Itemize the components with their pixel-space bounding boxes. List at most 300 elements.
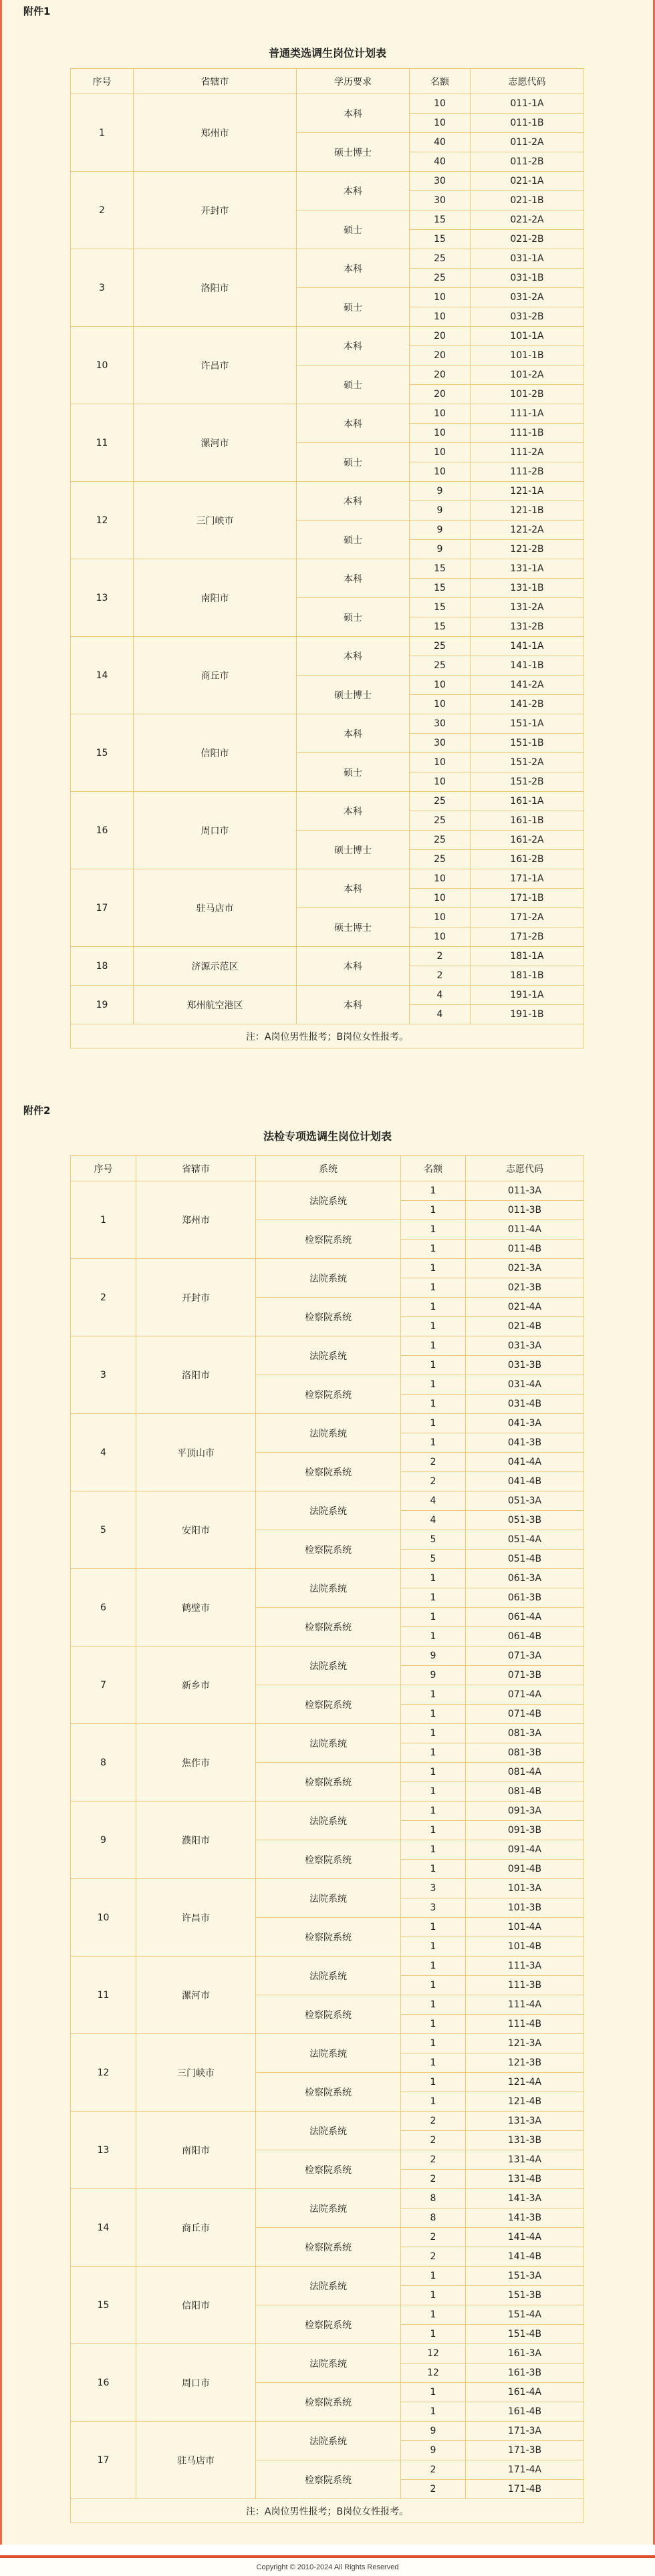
application-code: 121-4A xyxy=(466,2073,584,2092)
education-requirement: 硕士 xyxy=(297,598,410,637)
quota: 2 xyxy=(401,1453,466,1472)
city-name: 濮阳市 xyxy=(136,1802,256,1879)
table1-title: 普通类选调生岗位计划表 xyxy=(268,47,386,59)
table-row xyxy=(71,482,584,501)
table-court-procuratorate-selection xyxy=(70,1155,584,2523)
system-name: 检察院系统 xyxy=(256,1298,401,1336)
application-code: 151-4B xyxy=(466,2325,584,2344)
city-name: 信阳市 xyxy=(134,714,297,792)
system-name: 法院系统 xyxy=(256,2344,401,2383)
system-name: 检察院系统 xyxy=(256,1453,401,1491)
application-code: 011-3B xyxy=(466,1201,584,1220)
quota: 10 xyxy=(410,676,471,695)
city-name: 焦作市 xyxy=(136,1724,256,1802)
application-code: 121-1A xyxy=(471,482,584,501)
quota: 9 xyxy=(401,1647,466,1666)
application-code: 131-4A xyxy=(466,2150,584,2170)
quota: 10 xyxy=(410,695,471,714)
education-requirement: 本科 xyxy=(297,986,410,1024)
application-code: 171-2A xyxy=(471,908,584,927)
quota: 9 xyxy=(401,2441,466,2460)
quota: 1 xyxy=(401,1240,466,1259)
application-code: 161-3A xyxy=(466,2344,584,2364)
application-code: 021-2A xyxy=(471,210,584,230)
quota: 1 xyxy=(401,1608,466,1627)
application-code: 131-4B xyxy=(466,2170,584,2189)
quota: 1 xyxy=(401,2402,466,2422)
quota: 9 xyxy=(410,521,471,540)
system-name: 法院系统 xyxy=(256,2112,401,2150)
application-code: 131-3B xyxy=(466,2131,584,2150)
application-code: 151-1A xyxy=(471,714,584,734)
application-code: 171-3A xyxy=(466,2422,584,2441)
quota: 3 xyxy=(401,1898,466,1918)
table-row xyxy=(71,94,584,114)
city-name: 周口市 xyxy=(136,2344,256,2422)
system-name: 法院系统 xyxy=(256,2422,401,2460)
application-code: 101-1A xyxy=(471,327,584,346)
row-number: 4 xyxy=(71,1414,136,1491)
application-code: 111-3A xyxy=(466,1957,584,1976)
row-number: 17 xyxy=(71,869,134,947)
system-name: 法院系统 xyxy=(256,1181,401,1220)
quota: 2 xyxy=(401,2228,466,2247)
system-name: 法院系统 xyxy=(256,2034,401,2073)
row-number: 3 xyxy=(71,249,134,327)
quota: 1 xyxy=(401,2267,466,2286)
quota: 1 xyxy=(401,1840,466,1860)
application-code: 031-4A xyxy=(466,1375,584,1395)
education-requirement: 硕士博士 xyxy=(297,831,410,869)
table-row xyxy=(71,1724,584,1743)
table-row xyxy=(71,249,584,269)
application-code: 041-3A xyxy=(466,1414,584,1433)
quota: 2 xyxy=(410,947,471,966)
row-number: 14 xyxy=(71,637,134,714)
quota: 1 xyxy=(401,1957,466,1976)
quota: 1 xyxy=(401,1298,466,1317)
quota: 2 xyxy=(401,2480,466,2499)
city-name: 郑州航空港区 xyxy=(134,986,297,1024)
quota: 9 xyxy=(410,501,471,521)
table-row xyxy=(71,2189,584,2208)
row-number: 16 xyxy=(71,2344,136,2422)
quota: 25 xyxy=(410,792,471,811)
copyright-text: Copyright © 2010-2024 All Rights Reserved xyxy=(256,2563,399,2571)
application-code: 141-1A xyxy=(471,637,584,656)
application-code: 111-4A xyxy=(466,1995,584,2015)
quota: 25 xyxy=(410,269,471,288)
quota: 30 xyxy=(410,734,471,753)
application-code: 161-3B xyxy=(466,2364,584,2383)
quota: 1 xyxy=(401,1976,466,1995)
application-code: 091-4A xyxy=(466,1840,584,1860)
system-name: 法院系统 xyxy=(256,1569,401,1608)
system-name: 检察院系统 xyxy=(256,1763,401,1802)
table-row xyxy=(71,2344,584,2364)
application-code: 181-1A xyxy=(471,947,584,966)
note-row xyxy=(71,1024,584,1048)
quota: 10 xyxy=(410,908,471,927)
application-code: 101-2B xyxy=(471,385,584,404)
table-row xyxy=(71,2422,584,2441)
row-number: 1 xyxy=(71,1181,136,1259)
application-code: 131-2A xyxy=(471,598,584,617)
application-code: 151-3A xyxy=(466,2267,584,2286)
city-name: 洛阳市 xyxy=(134,249,297,327)
attachment1-label: 附件1 xyxy=(23,5,51,17)
application-code: 111-4B xyxy=(466,2015,584,2034)
application-code: 091-4B xyxy=(466,1860,584,1879)
quota: 5 xyxy=(401,1530,466,1550)
quota: 10 xyxy=(410,753,471,772)
table-row xyxy=(71,986,584,1005)
quota: 1 xyxy=(401,1782,466,1802)
row-number: 16 xyxy=(71,792,134,869)
city-name: 商丘市 xyxy=(136,2189,256,2267)
table-row xyxy=(71,1491,584,1511)
quota: 10 xyxy=(410,927,471,947)
system-name: 检察院系统 xyxy=(256,1685,401,1724)
application-code: 031-3A xyxy=(466,1336,584,1356)
quota: 25 xyxy=(410,249,471,269)
row-number: 3 xyxy=(71,1336,136,1414)
system-name: 检察院系统 xyxy=(256,1608,401,1647)
application-code: 151-4A xyxy=(466,2305,584,2325)
system-name: 检察院系统 xyxy=(256,2305,401,2344)
quota: 1 xyxy=(401,2034,466,2053)
application-code: 131-1A xyxy=(471,559,584,579)
application-code: 131-2B xyxy=(471,617,584,637)
application-code: 171-4A xyxy=(466,2460,584,2480)
header-row xyxy=(71,1156,584,1181)
quota: 40 xyxy=(410,152,471,172)
system-name: 法院系统 xyxy=(256,1647,401,1685)
quota: 1 xyxy=(401,2053,466,2073)
system-name: 法院系统 xyxy=(256,1491,401,1530)
city-name: 新乡市 xyxy=(136,1647,256,1724)
column-header: 名额 xyxy=(410,69,471,94)
quota: 2 xyxy=(401,1472,466,1491)
application-code: 031-1A xyxy=(471,249,584,269)
application-code: 171-3B xyxy=(466,2441,584,2460)
quota: 1 xyxy=(401,2286,466,2305)
application-code: 011-2B xyxy=(471,152,584,172)
application-code: 091-3A xyxy=(466,1802,584,1821)
system-name: 法院系统 xyxy=(256,1336,401,1375)
education-requirement: 硕士 xyxy=(297,288,410,327)
application-code: 121-2B xyxy=(471,540,584,559)
quota: 10 xyxy=(410,307,471,327)
table-row xyxy=(71,2267,584,2286)
quota: 2 xyxy=(410,966,471,986)
application-code: 061-4A xyxy=(466,1608,584,1627)
application-code: 141-3B xyxy=(466,2208,584,2228)
application-code: 071-3A xyxy=(466,1647,584,1666)
application-code: 171-4B xyxy=(466,2480,584,2499)
quota: 1 xyxy=(401,1201,466,1220)
quota: 1 xyxy=(401,1375,466,1395)
quota: 1 xyxy=(401,1821,466,1840)
table-note: 注：A岗位男性报考；B岗位女性报考。 xyxy=(71,1024,584,1048)
quota: 20 xyxy=(410,366,471,385)
quota: 1 xyxy=(401,1181,466,1201)
table-row xyxy=(71,1181,584,1201)
city-name: 商丘市 xyxy=(134,637,297,714)
quota: 1 xyxy=(401,2092,466,2112)
education-requirement: 硕士 xyxy=(297,521,410,559)
quota: 10 xyxy=(410,889,471,908)
quota: 1 xyxy=(401,1918,466,1937)
quota: 25 xyxy=(410,637,471,656)
application-code: 081-3B xyxy=(466,1743,584,1763)
quota: 1 xyxy=(401,1627,466,1647)
application-code: 051-4B xyxy=(466,1550,584,1569)
quota: 2 xyxy=(401,2247,466,2267)
application-code: 171-1B xyxy=(471,889,584,908)
quota: 20 xyxy=(410,346,471,366)
city-name: 驻马店市 xyxy=(134,869,297,947)
table-row xyxy=(71,714,584,734)
system-name: 法院系统 xyxy=(256,2267,401,2305)
application-code: 141-4A xyxy=(466,2228,584,2247)
quota: 30 xyxy=(410,191,471,210)
quota: 25 xyxy=(410,831,471,850)
row-number: 17 xyxy=(71,2422,136,2499)
table2-title: 法检专项选调生岗位计划表 xyxy=(263,1130,392,1143)
application-code: 191-1B xyxy=(471,1005,584,1024)
quota: 1 xyxy=(401,2015,466,2034)
row-number: 12 xyxy=(71,482,134,559)
quota: 1 xyxy=(401,1860,466,1879)
application-code: 051-3B xyxy=(466,1511,584,1530)
row-number: 2 xyxy=(71,1259,136,1336)
application-code: 071-4A xyxy=(466,1685,584,1705)
education-requirement: 硕士博士 xyxy=(297,676,410,714)
system-name: 检察院系统 xyxy=(256,2150,401,2189)
quota: 40 xyxy=(410,133,471,152)
application-code: 031-2A xyxy=(471,288,584,307)
application-code: 151-1B xyxy=(471,734,584,753)
application-code: 051-4A xyxy=(466,1530,584,1550)
application-code: 031-1B xyxy=(471,269,584,288)
quota: 4 xyxy=(401,1491,466,1511)
system-name: 法院系统 xyxy=(256,1259,401,1298)
application-code: 131-3A xyxy=(466,2112,584,2131)
application-code: 121-1B xyxy=(471,501,584,521)
application-code: 091-3B xyxy=(466,1821,584,1840)
system-name: 法院系统 xyxy=(256,1724,401,1763)
quota: 12 xyxy=(401,2364,466,2383)
education-requirement: 本科 xyxy=(297,869,410,908)
table-row xyxy=(71,2034,584,2053)
quota: 8 xyxy=(401,2189,466,2208)
quota: 10 xyxy=(410,404,471,424)
application-code: 021-2B xyxy=(471,230,584,249)
quota: 4 xyxy=(401,1511,466,1530)
education-requirement: 本科 xyxy=(297,249,410,288)
system-name: 检察院系统 xyxy=(256,1530,401,1569)
application-code: 051-3A xyxy=(466,1491,584,1511)
column-header: 序号 xyxy=(71,1156,136,1181)
row-number: 9 xyxy=(71,1802,136,1879)
quota: 1 xyxy=(401,1278,466,1298)
quota: 1 xyxy=(401,1317,466,1336)
application-code: 111-2B xyxy=(471,462,584,482)
application-code: 081-4A xyxy=(466,1763,584,1782)
table-row xyxy=(71,947,584,966)
application-code: 101-2A xyxy=(471,366,584,385)
quota: 1 xyxy=(401,1433,466,1453)
attachment2-label: 附件2 xyxy=(23,1105,51,1117)
row-number: 15 xyxy=(71,714,134,792)
column-header: 省辖市 xyxy=(136,1156,256,1181)
quota: 15 xyxy=(410,617,471,637)
application-code: 021-4A xyxy=(466,1298,584,1317)
quota: 9 xyxy=(410,540,471,559)
row-number: 6 xyxy=(71,1569,136,1647)
quota: 4 xyxy=(410,986,471,1005)
system-name: 检察院系统 xyxy=(256,1918,401,1957)
quota: 2 xyxy=(401,2170,466,2189)
system-name: 检察院系统 xyxy=(256,2460,401,2499)
application-code: 111-1A xyxy=(471,404,584,424)
quota: 10 xyxy=(410,114,471,133)
application-code: 131-1B xyxy=(471,579,584,598)
application-code: 141-1B xyxy=(471,656,584,676)
education-requirement: 本科 xyxy=(297,792,410,831)
application-code: 181-1B xyxy=(471,966,584,986)
quota: 1 xyxy=(401,1763,466,1782)
city-name: 三门峡市 xyxy=(136,2034,256,2112)
application-code: 161-1B xyxy=(471,811,584,831)
note-row xyxy=(71,2499,584,2523)
system-name: 检察院系统 xyxy=(256,1995,401,2034)
education-requirement: 硕士博士 xyxy=(297,908,410,947)
application-code: 161-4A xyxy=(466,2383,584,2402)
table-normal-selection xyxy=(70,68,584,1048)
application-code: 161-2A xyxy=(471,831,584,850)
quota: 5 xyxy=(401,1550,466,1569)
footer-gap xyxy=(0,2545,655,2555)
application-code: 141-2A xyxy=(471,676,584,695)
city-name: 漯河市 xyxy=(136,1957,256,2034)
quota: 10 xyxy=(410,869,471,889)
education-requirement: 硕士博士 xyxy=(297,133,410,172)
row-number: 13 xyxy=(71,559,134,637)
quota: 20 xyxy=(410,327,471,346)
application-code: 101-4B xyxy=(466,1937,584,1957)
table-row xyxy=(71,1647,584,1666)
quota: 15 xyxy=(410,210,471,230)
column-header: 系统 xyxy=(256,1156,401,1181)
quota: 1 xyxy=(401,2383,466,2402)
table-row xyxy=(71,559,584,579)
row-number: 18 xyxy=(71,947,134,986)
application-code: 101-1B xyxy=(471,346,584,366)
education-requirement: 硕士 xyxy=(297,210,410,249)
row-number: 13 xyxy=(71,2112,136,2189)
application-code: 041-4B xyxy=(466,1472,584,1491)
row-number: 19 xyxy=(71,986,134,1024)
education-requirement: 本科 xyxy=(297,327,410,366)
quota: 9 xyxy=(410,482,471,501)
quota: 1 xyxy=(401,1259,466,1278)
quota: 1 xyxy=(401,1588,466,1608)
application-code: 041-3B xyxy=(466,1433,584,1453)
quota: 3 xyxy=(401,1879,466,1898)
quota: 15 xyxy=(410,579,471,598)
application-code: 061-3A xyxy=(466,1569,584,1588)
city-name: 安阳市 xyxy=(136,1491,256,1569)
application-code: 141-2B xyxy=(471,695,584,714)
quota: 1 xyxy=(401,2305,466,2325)
education-requirement: 本科 xyxy=(297,404,410,443)
table-note: 注：A岗位男性报考；B岗位女性报考。 xyxy=(71,2499,584,2523)
column-header: 志愿代码 xyxy=(471,69,584,94)
table-row xyxy=(71,2112,584,2131)
city-name: 鹤壁市 xyxy=(136,1569,256,1647)
city-name: 郑州市 xyxy=(136,1181,256,1259)
table-row xyxy=(71,792,584,811)
application-code: 121-2A xyxy=(471,521,584,540)
quota: 1 xyxy=(401,1724,466,1743)
quota: 1 xyxy=(401,1995,466,2015)
quota: 2 xyxy=(401,2460,466,2480)
header-row xyxy=(71,69,584,94)
system-name: 法院系统 xyxy=(256,1879,401,1918)
quota: 10 xyxy=(410,462,471,482)
quota: 2 xyxy=(401,2131,466,2150)
city-name: 平顶山市 xyxy=(136,1414,256,1491)
quota: 10 xyxy=(410,443,471,462)
system-name: 法院系统 xyxy=(256,1957,401,1995)
application-code: 021-1A xyxy=(471,172,584,191)
row-number: 8 xyxy=(71,1724,136,1802)
quota: 2 xyxy=(401,2112,466,2131)
education-requirement: 本科 xyxy=(297,637,410,676)
quota: 10 xyxy=(410,772,471,792)
row-number: 15 xyxy=(71,2267,136,2344)
application-code: 171-1A xyxy=(471,869,584,889)
education-requirement: 本科 xyxy=(297,172,410,210)
city-name: 驻马店市 xyxy=(136,2422,256,2499)
application-code: 101-3A xyxy=(466,1879,584,1898)
application-code: 061-4B xyxy=(466,1627,584,1647)
education-requirement: 本科 xyxy=(297,94,410,133)
application-code: 071-4B xyxy=(466,1705,584,1724)
table-row xyxy=(71,1802,584,1821)
city-name: 郑州市 xyxy=(134,94,297,172)
quota: 9 xyxy=(401,2422,466,2441)
education-requirement: 本科 xyxy=(297,482,410,521)
quota: 15 xyxy=(410,230,471,249)
application-code: 121-4B xyxy=(466,2092,584,2112)
row-number: 12 xyxy=(71,2034,136,2112)
quota: 1 xyxy=(401,1336,466,1356)
column-header: 学历要求 xyxy=(297,69,410,94)
application-code: 011-3A xyxy=(466,1181,584,1201)
quota: 15 xyxy=(410,559,471,579)
table-row xyxy=(71,327,584,346)
quota: 1 xyxy=(401,1569,466,1588)
education-requirement: 硕士 xyxy=(297,443,410,482)
quota: 1 xyxy=(401,1705,466,1724)
table-row xyxy=(71,637,584,656)
application-code: 071-3B xyxy=(466,1666,584,1685)
application-code: 011-4A xyxy=(466,1220,584,1240)
table-row xyxy=(71,1259,584,1278)
